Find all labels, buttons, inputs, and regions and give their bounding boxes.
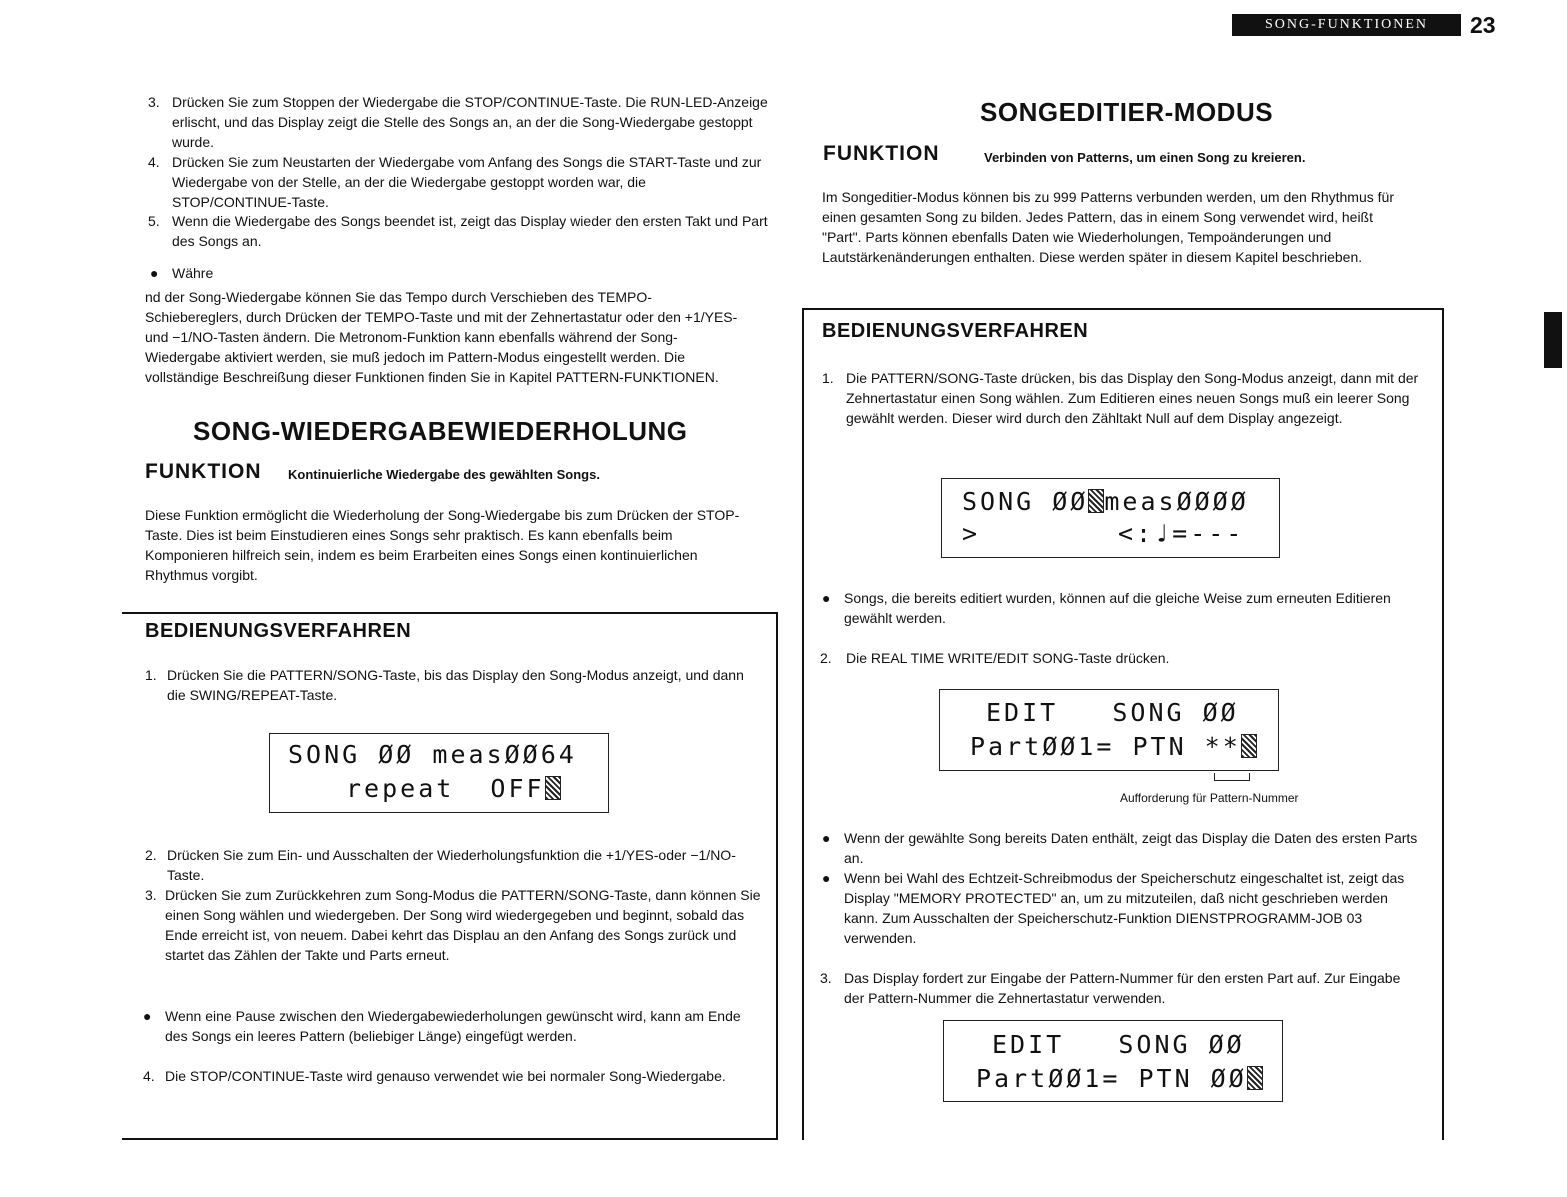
procedure-heading: BEDIENUNGSVERFAHREN <box>145 620 412 642</box>
edge-thumb-tab <box>1544 312 1562 368</box>
bullet-icon: ● <box>822 830 831 846</box>
intro-paragraph: Im Songeditier-Modus können bis zu 999 Patterns verbunden werden, um den Rhythmus für einen gesamten Song zu bilden. Jedes Pattern, das in einem Song verwendet wird, heißt "Part". Parts können ebenfalls Daten wie Wiederholungen, Tempoänderungen und Lautstärkenänderungen enthalten. Diese werden später in diesem Kapitel beschrieben. <box>822 189 1394 265</box>
display-caption: Aufforderung für Pattern-Nummer <box>1120 791 1299 805</box>
box-border-top <box>802 308 1444 310</box>
bullet-icon: ● <box>143 1008 152 1024</box>
bullet-icon: ● <box>822 870 831 886</box>
box-border-left <box>802 308 804 1140</box>
funktion-label: FUNKTION <box>823 142 940 165</box>
section-header: SONG-FUNKTIONEN <box>1232 14 1461 36</box>
lcd-display: SONG ØØ measØØ64 repeat OFF <box>269 733 609 813</box>
bracket-indicator <box>1214 773 1250 781</box>
bullet-icon: ● <box>150 265 159 281</box>
lcd-cursor-icon <box>1247 1066 1263 1090</box>
lcd-display: EDIT SONG ØØ PartØØ1= PTN ** <box>939 689 1279 771</box>
lcd-cursor-icon <box>1088 489 1104 513</box>
procedure-heading: BEDIENUNGSVERFAHREN <box>822 320 1089 342</box>
lcd-display: SONG ØØ measØØØØ > <:♩=--- <box>941 478 1280 558</box>
lcd-cursor-icon <box>545 776 561 800</box>
funktion-description: Verbinden von Patterns, um einen Song zu kreieren. <box>984 150 1306 165</box>
tempo-paragraph: nd der Song-Wiedergabe können Sie das Tempo durch Verschieben des TEMPO-Schiebereglers, durch Drücken der TEMPO-Taste und mit der Zehnertastatur oder den +1/YES- und −1/NO-Tasten ändern. Die Metronom-Funktion kann ebenfalls während der Song-Wiedergabe aktiviert werden, sie muß jedoch im Pattern-Modus eingestellt werden. Die vollständige Beschreißung dieser Funktionen finden Sie in Kapitel PATTERN-FUNKTIONEN. <box>145 289 738 385</box>
bullet-icon: ● <box>822 590 831 606</box>
section-title: SONGEDITIER-MODUS <box>980 97 1274 127</box>
funktion-label: FUNKTION <box>145 460 262 483</box>
box-border-right <box>1442 308 1444 1140</box>
box-border-right <box>776 612 778 1140</box>
page-number: 23 <box>1470 12 1496 38</box>
section-title: SONG-WIEDERGABEWIEDERHOLUNG <box>193 416 688 446</box>
lcd-cursor-icon <box>1241 734 1257 758</box>
box-border-bottom <box>122 1138 778 1140</box>
intro-paragraph: Diese Funktion ermöglicht die Wiederholung der Song-Wiedergabe bis zum Drücken der STOP-Taste. Dies ist beim Einstudieren eines Songs sehr praktisch. Es kann ebenfalls beim Komponieren hilfreich sein, indem es beim Erarbeiten eines Songs einen kontinuierlichen Rhythmus vorgibt. <box>145 507 740 583</box>
funktion-description: Kontinuierliche Wiedergabe des gewählten Songs. <box>288 467 600 482</box>
lcd-display: EDIT SONG ØØ PartØØ1= PTN ØØ <box>943 1020 1283 1102</box>
box-border-top <box>122 612 778 614</box>
